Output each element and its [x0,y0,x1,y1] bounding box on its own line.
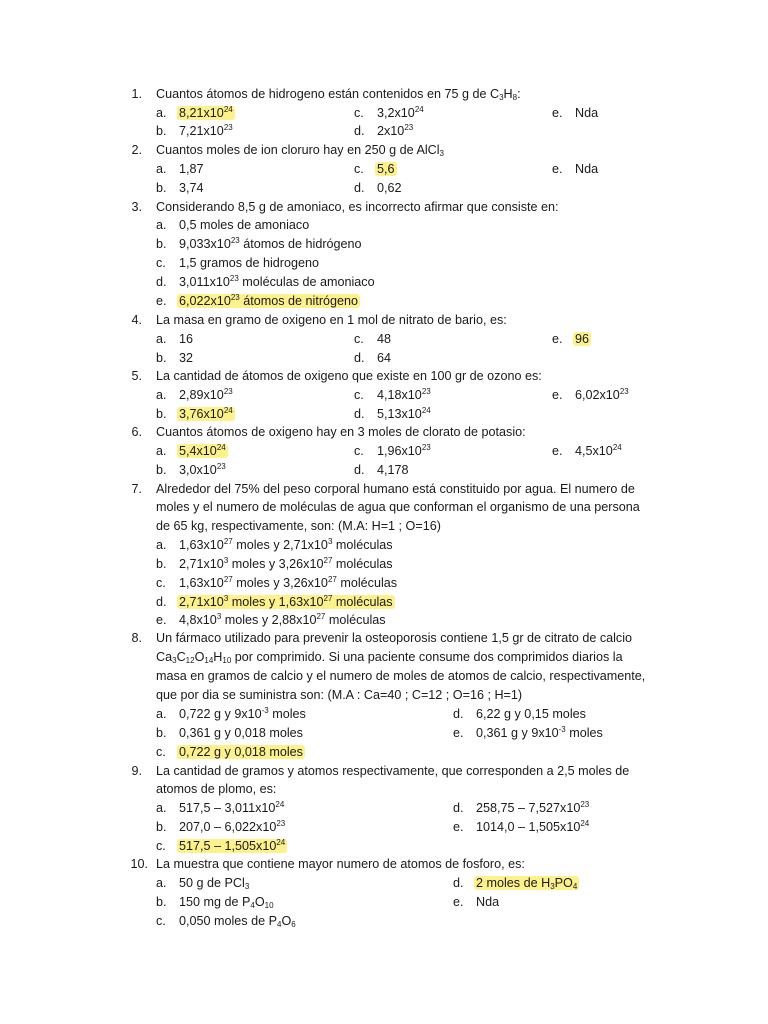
option-text [177,294,360,309]
question-number: 5. [131,369,142,383]
option-text: 3,74 [179,181,204,195]
option-text [474,876,579,891]
option-text: $4,8x10^3$ moles y $2,88x10^{27}$ moléculas [179,612,386,627]
option-text: $1,63x10^{27}$ moles y $3,26x10^{27}$ moléculas [179,575,398,590]
option-letter: c. [156,745,166,759]
question-text: $Ca_3C_{12}O_{14}H_{10}$ por comprimido. Si una paciente consume dos comprimidos diarios la [156,650,623,665]
option-letter: d. [156,595,167,609]
option-letter: c. [354,444,364,458]
question-number: 2. [131,143,142,157]
option-letter: c. [156,914,166,928]
option-text: 1,5 gramos de hidrogeno [179,256,320,270]
option-text: $7,21x10^{23}$ [179,123,233,138]
option-text: $207,0 - 6,022x10^{23}$ [179,819,286,834]
option-letter: b. [156,237,167,251]
option-text [573,332,591,347]
option-text: $258,75 - 7,527x10^{23}$ [476,800,590,815]
option-letter: e. [552,162,563,176]
option-text: $6,02x10^{23}$ [575,387,629,402]
question-text: La masa en gramo de oxigeno en 1 mol de nitrato de bario, es: [156,313,507,327]
option-letter: d. [453,801,464,815]
question-text: Un fármaco utilizado para prevenir la osteoporosis contiene 1,5 gr de citrato de calcio [156,631,633,645]
option-letter: d. [354,463,365,477]
option-text: 64 [377,351,392,365]
option-letter: b. [156,124,167,138]
option-text [177,407,235,422]
option-letter: d. [354,124,365,138]
option-text: $1,96x10^{23}$ [377,443,431,458]
question-text: masa en gramos de calcio y el numero de moles de atomos de calcio, respectivamente, [156,669,646,683]
option-letter: b. [156,351,167,365]
option-letter: b. [156,463,167,477]
option-letter: c. [354,106,364,120]
option-text: $4,5x10^{24}$ [575,443,622,458]
option-text: $9,033x10^{23}$ átomos de hidrógeno [179,236,362,251]
option-letter: e. [552,444,563,458]
option-text: $1,63x10^{27}$ moles y $2,71x10^3$ moléculas [179,537,393,552]
option-letter: d. [453,876,464,890]
option-text: 150 mg de $P_4O_{10}$ [179,895,274,910]
option-letter: b. [156,407,167,421]
question-number: 6. [131,425,142,439]
option-letter: a. [156,218,167,232]
question-number: 9. [131,764,142,778]
option-letter: a. [156,106,167,120]
question-text: Cuantos átomos de hidrogeno están contenidos en 75 g de $C_3H_8$: [156,87,521,102]
option-letter: a. [156,538,167,552]
question-text: La cantidad de átomos de oxigeno que existe en 100 gr de ozono es: [156,369,542,383]
option-text: $3,011x10^{23}$ moléculas de amoniaco [179,274,375,289]
question-text: de 65 kg, respectivamente, son: (M.A: H=1 ; O=16) [156,519,441,533]
option-letter: c. [354,332,364,346]
option-text: $3,0x10^{23}$ [179,462,226,477]
option-letter: e. [453,820,464,834]
option-text: 4,178 [377,463,409,477]
question-text: Considerando 8,5 g de amoniaco, es incorrecto afirmar que consiste en: [156,200,559,214]
option-text: 0,5 moles de amoniaco [179,218,310,232]
option-letter: a. [156,332,167,346]
option-letter: b. [156,726,167,740]
option-letter: d. [354,181,365,195]
answer-highlight: $2,71x10^3$ moles y $1,63x10^{27}$ moléculas [179,594,393,609]
option-text [177,444,228,459]
option-letter: d. [354,407,365,421]
option-letter: e. [453,726,464,740]
option-letter: c. [156,576,166,590]
option-letter: b. [156,895,167,909]
question-number: 1. [131,87,142,101]
option-text: Nda [575,162,599,176]
question-text: Cuantos moles de ion cloruro hay en 250 g de AlCl$_3$ [156,143,444,158]
option-letter: e. [552,106,563,120]
option-letter: a. [156,444,167,458]
option-letter: e. [552,332,563,346]
option-text: 0,62 [377,181,402,195]
answer-highlight: 2 moles de $H_3PO_4$ [476,876,578,891]
option-letter: c. [156,256,166,270]
option-text: $4,18x10^{23}$ [377,387,431,402]
question-text: atomos de plomo, es: [156,782,277,796]
option-text: $517,5 - 3,011x10^{24}$ [179,800,285,815]
option-text: 50 g de PCl$_3$ [179,876,250,891]
option-text [177,839,287,854]
option-text: 0,361 g y 0,018 moles [179,726,303,740]
answer-highlight: $6,022x10^{23}$ átomos de nitrógeno [179,293,359,308]
option-text: $2,71x10^3$ moles y $3,26x10^{27}$ moléculas [179,556,393,571]
question-text: Cuantos átomos de oxigeno hay en 3 moles de clorato de potasio: [156,425,526,439]
option-letter: a. [156,876,167,890]
question-number: 7. [131,482,142,496]
answer-highlight: 5,6 [377,162,395,176]
option-letter: e. [156,294,167,308]
option-text: 32 [179,351,194,365]
option-letter: a. [156,162,167,176]
option-text: $2x10^{23}$ [377,123,414,138]
option-text [375,162,397,177]
option-letter: d. [453,707,464,721]
option-letter: c. [354,388,364,402]
question-text: La cantidad de gramos y atomos respectivamente, que corresponden a 2,5 moles de [156,764,630,778]
option-text: $1014,0 - 1,505x10^{24}$ [476,819,590,834]
option-letter: d. [156,275,167,289]
option-letter: a. [156,388,167,402]
question-number: 4. [131,313,142,327]
option-text: 48 [377,332,392,346]
option-text [177,595,395,610]
option-letter: c. [354,162,364,176]
option-text [177,745,305,760]
question-text: que por dia se suministra son: (M.A : Ca=40 ; C=12 ; O=16 ; H=1) [156,688,523,702]
option-text [177,106,235,121]
option-text: 1,87 [179,162,204,176]
option-letter: e. [552,388,563,402]
option-letter: e. [453,895,464,909]
question-number: 3. [131,200,142,214]
question-number: 10. [130,857,148,871]
option-text: 6,22 g y 0,15 moles [476,707,586,721]
answer-highlight: $517,5 - 1,505x10^{24}$ [179,838,286,853]
question-number: 8. [131,631,142,645]
option-letter: d. [354,351,365,365]
option-text: Nda [476,895,500,909]
option-letter: a. [156,801,167,815]
option-text: $5,13x10^{24}$ [377,406,431,421]
option-text: $2,89x10^{23}$ [179,387,233,402]
answer-highlight: $5,4x10^{24}$ [179,443,226,458]
option-text: Nda [575,106,599,120]
option-letter: a. [156,707,167,721]
option-text: 0,050 moles de $P_4O_6$ [179,914,296,929]
option-letter: e. [156,613,167,627]
option-letter: b. [156,820,167,834]
answer-highlight: 96 [575,332,590,346]
answer-highlight: 0,722 g y 0,018 moles [179,745,303,759]
option-letter: c. [156,839,166,853]
question-text: Alrededor del 75% del peso corporal humano está constituido por agua. El numero de [156,482,635,496]
option-text: $3,2x10^{24}$ [377,105,424,120]
option-text: 16 [179,332,194,346]
option-text: 0,361 g y $9x10^{-3}$ moles [476,725,603,740]
question-text: moles y el numero de moléculas de agua que conforman el organismo de una persona [156,500,640,514]
answer-highlight: $3,76x10^{24}$ [179,406,233,421]
question-text: La muestra que contiene mayor numero de atomos de fosforo, es: [156,857,525,871]
option-letter: b. [156,557,167,571]
option-letter: b. [156,181,167,195]
option-text: 0,722 g y $9x10^{-3}$ moles [179,706,306,721]
answer-highlight: $8,21x10^{24}$ [179,105,233,120]
